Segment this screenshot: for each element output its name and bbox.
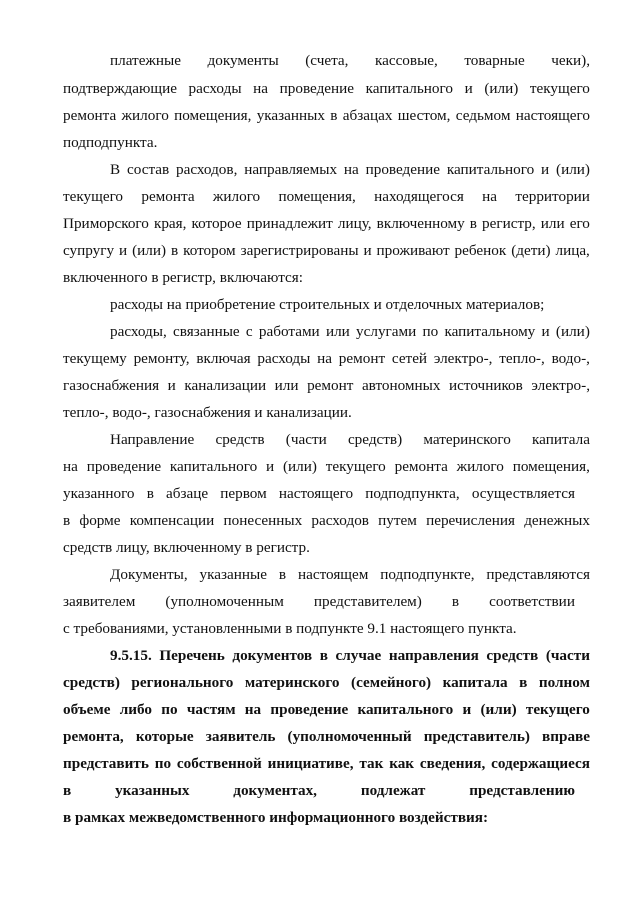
text-line: представить по собственной инициативе, так как сведения, содержащиеся [63,755,590,772]
text-line: ремонта, которые заявитель (уполномоченный представитель) вправе [63,728,590,745]
text-line: указанного в абзаце первом настоящего подподпункта, осуществляется [63,485,575,502]
text-line: газоснабжения и канализации или ремонт автономных источников электро-, [63,377,590,394]
text-line: Документы, указанные в настоящем подподпункте, представляются [110,566,590,583]
text-line: расходы, связанные с работами или услугами по капитальному и (или) [110,323,590,340]
text-line: заявителем (уполномоченным представителем) в соответствии [63,593,575,610]
text-line: супругу и (или) в котором зарегистрированы и проживают ребенок (дети) лица, [63,242,590,259]
text-line: объеме либо по частям на проведение капитального и (или) текущего [63,701,590,718]
text-line: Направление средств (части средств) материнского капитала [110,431,590,448]
text-line: в форме компенсации понесенных расходов путем перечисления денежных [63,512,590,529]
text-line: расходы на приобретение строительных и отделочных материалов; [110,296,545,313]
text-line: подтверждающие расходы на проведение капитального и (или) текущего [63,80,590,97]
text-line: в указанных документах, подлежат представлению [63,782,575,799]
text-line: на проведение капитального и (или) текущего ремонта жилого помещения, [63,458,590,475]
text-line: В состав расходов, направляемых на проведение капитального и (или) [110,161,590,178]
text-line: тепло-, водо-, газоснабжения и канализации. [63,404,352,421]
text-line: 9.5.15. Перечень документов в случае направления средств (части [110,647,590,664]
text-line: текущему ремонту, включая расходы на ремонт сетей электро-, тепло-, водо-, [63,350,590,367]
text-line: средств лицу, включенному в регистр. [63,539,310,556]
text-line: текущего ремонта жилого помещения, находящегося на территории [63,188,590,205]
text-line: подподпункта. [63,134,158,151]
text-line: ремонта жилого помещения, указанных в абзацах шестом, седьмом настоящего [63,107,590,124]
text-line: Приморского края, которое принадлежит лицу, включенному в регистр, или его [63,215,590,232]
text-line: платежные документы (счета, кассовые, товарные чеки), [110,52,590,69]
text-line: в рамках межведомственного информационного воздействия: [63,809,489,826]
text-line: с требованиями, установленными в подпункте 9.1 настоящего пункта. [63,620,517,637]
text-line: включенного в регистр, включаются: [63,269,303,286]
text-line: средств) регионального материнского (семейного) капитала в полном [63,674,590,691]
